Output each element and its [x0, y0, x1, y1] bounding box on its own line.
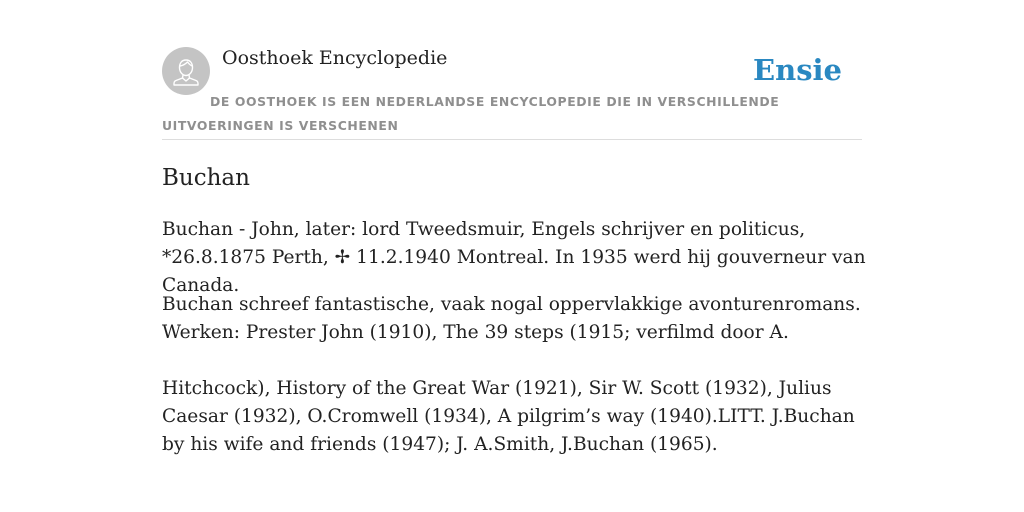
entry-paragraph: Buchan schreef fantastische, vaak nogal oppervlakkige avonturenromans. Werken: Prester John (1910), The 39 steps (1915; verfilmd door A. — [162, 294, 861, 343]
header-divider — [162, 139, 862, 140]
source-description: DE OOSTHOEK IS EEN NEDERLANDSE ENCYCLOPEDIE DIE IN VERSCHILLENDE UITVOERINGEN IS VERSCHENEN — [162, 94, 780, 133]
brand-logo[interactable]: Ensie — [753, 53, 842, 87]
avatar[interactable] — [162, 47, 210, 95]
entry-paragraph: Hitchcock), History of the Great War (1921), Sir W. Scott (1932), Julius Caesar (1932), O.Cromwell (1934), A pilgrim’s way (1940).LITT. J.Buchan by his wife and friends (1947); J. A.Smith, J.Buchan (1965). — [162, 378, 855, 455]
entry-title: Buchan — [162, 165, 250, 191]
entry-paragraph: Buchan - John, later: lord Tweedsmuir, Engels schrijver en politicus, *26.8.1875 Perth, ✢ 11.2.1940 Montreal. In 1935 werd hij gouverneur van Canada. — [162, 219, 866, 296]
user-silhouette-icon — [162, 47, 210, 95]
source-name[interactable]: Oosthoek Encyclopedie — [222, 47, 448, 69]
